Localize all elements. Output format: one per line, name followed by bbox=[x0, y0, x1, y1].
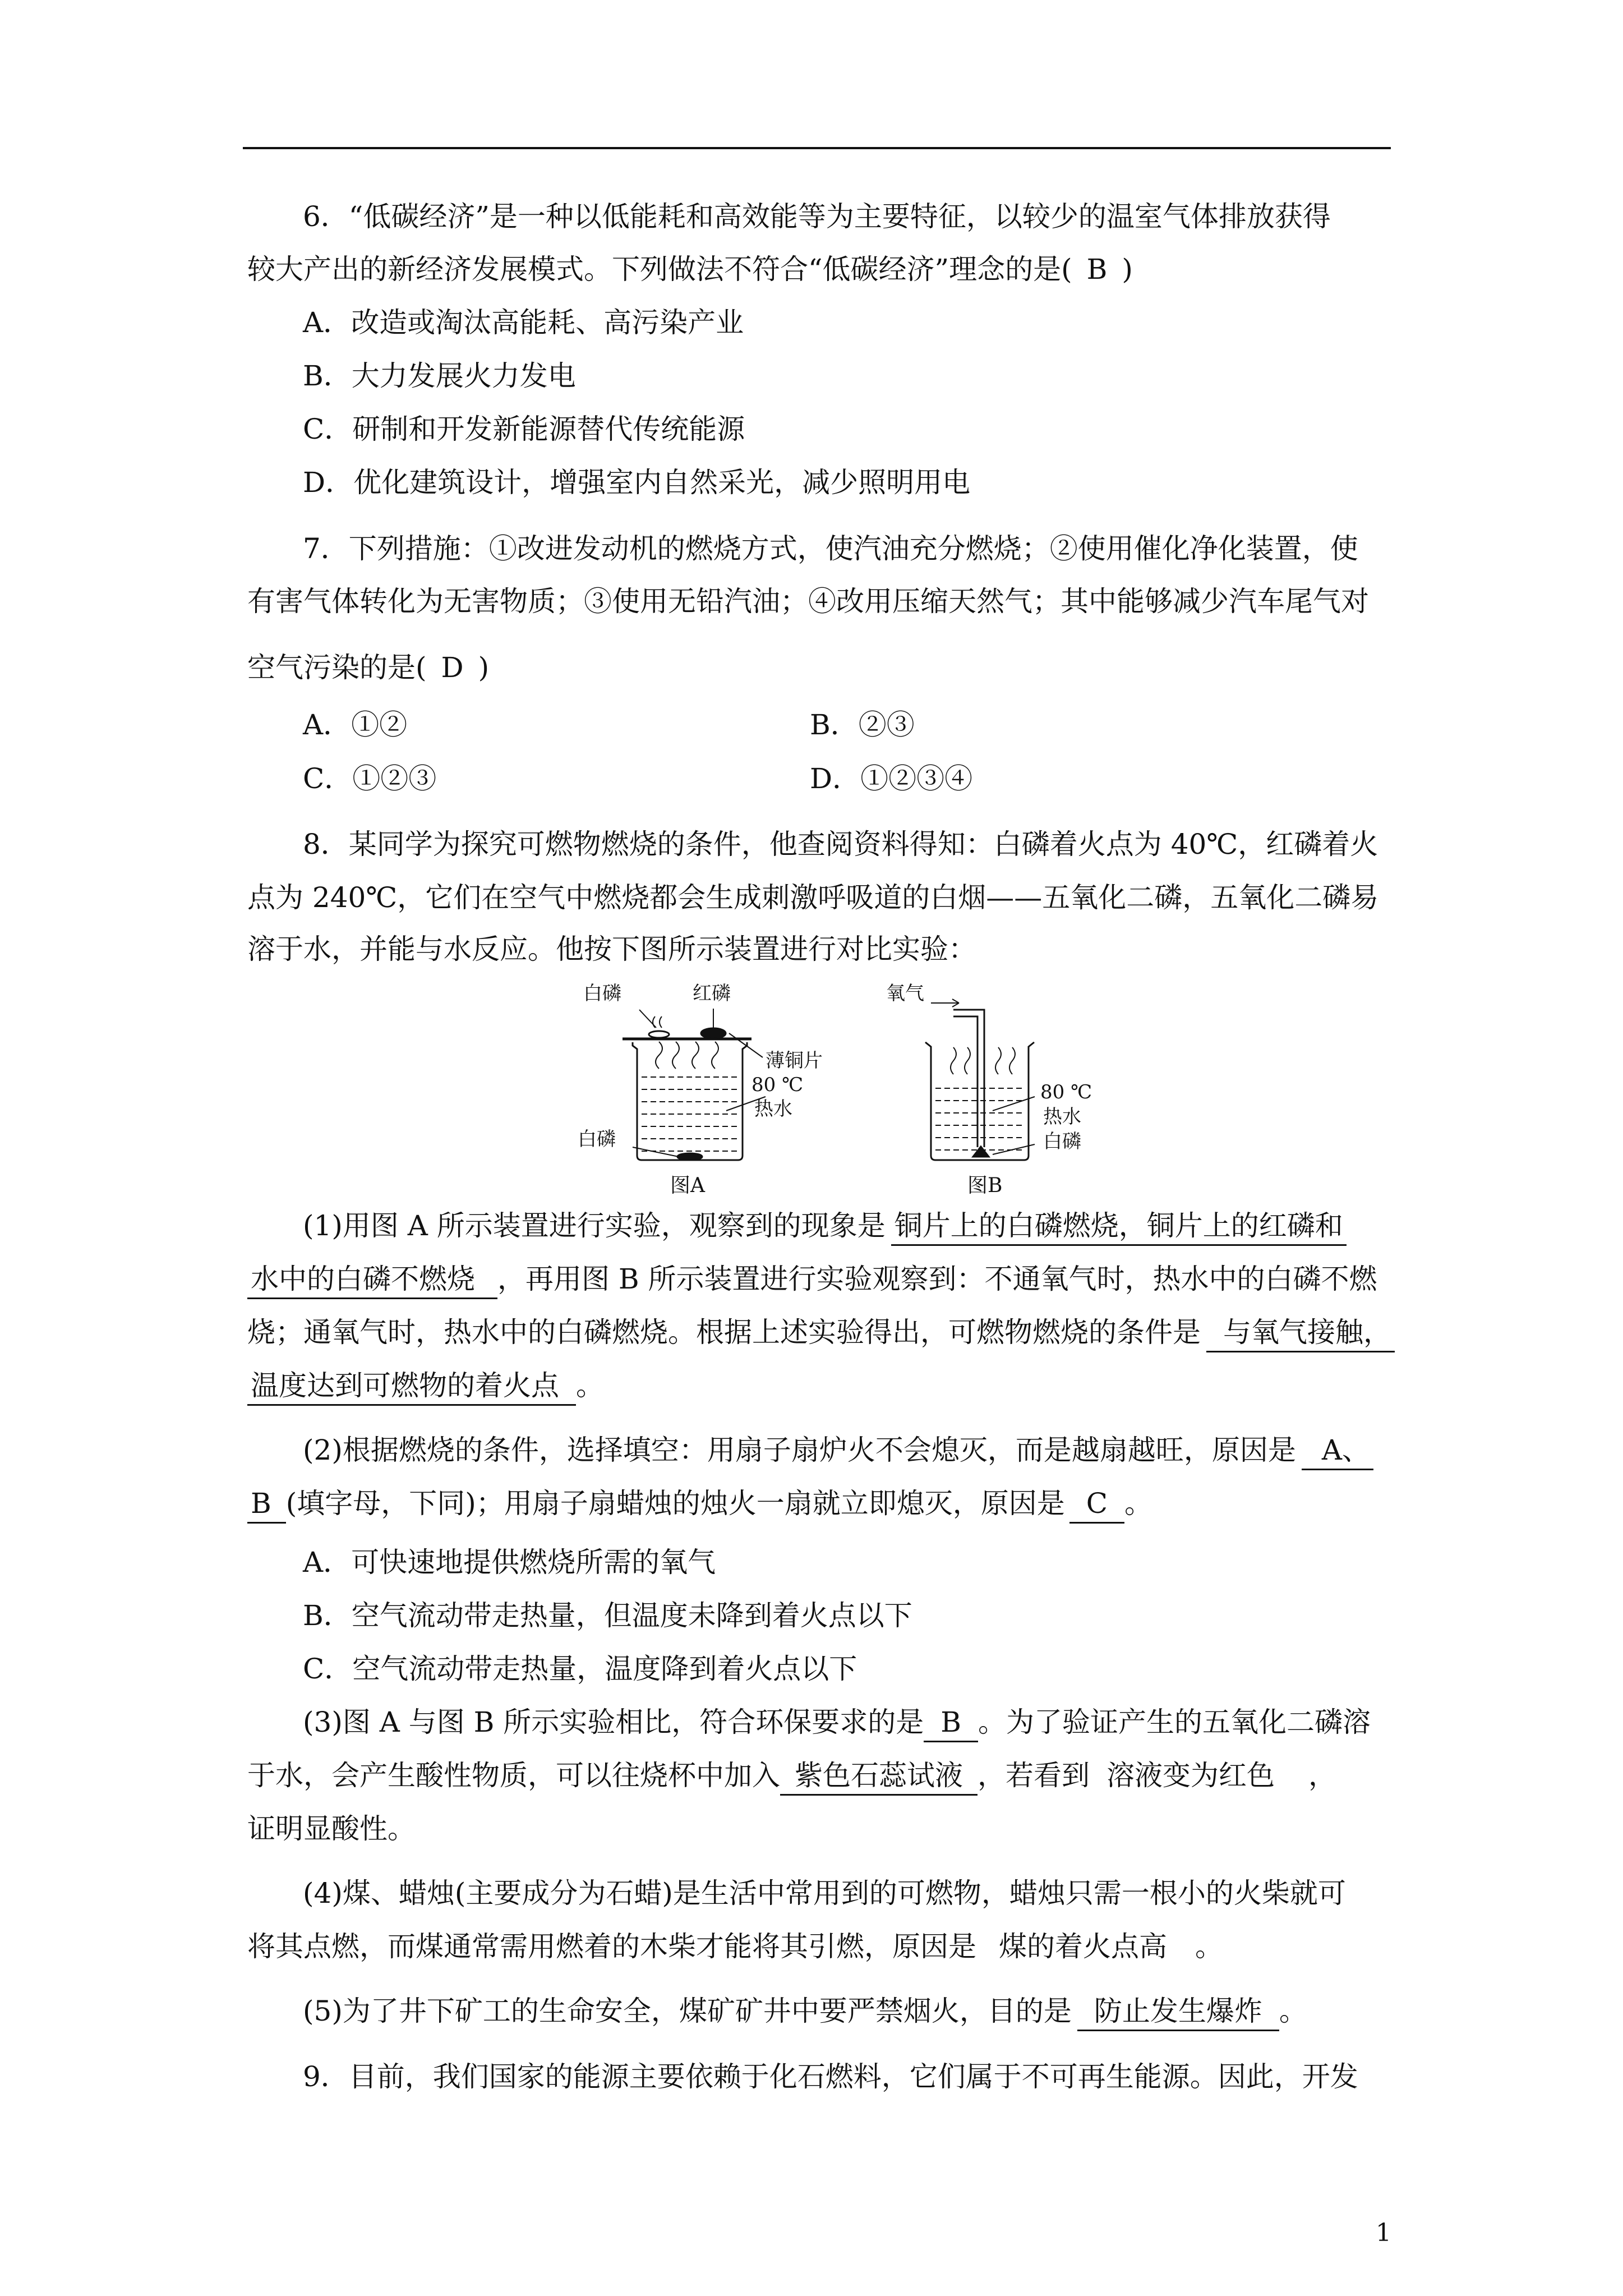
q6-stem-line2: 较大产出的新经济发展模式。下列做法不符合“低碳经济”理念的是( B ) bbox=[247, 253, 1133, 286]
q6-option-c: C．研制和开发新能源替代传统能源 bbox=[303, 413, 745, 445]
q7-option-b: B．②③ bbox=[810, 708, 915, 741]
q8-part2-answer2: C bbox=[1069, 1487, 1124, 1524]
label-a-temp: 80 ℃ bbox=[751, 1074, 804, 1096]
q6-option-a: A．改造或淘汰高能耗、高污染产业 bbox=[303, 306, 744, 339]
q8-part2-option-a: A．可快速地提供燃烧所需的氧气 bbox=[303, 1546, 716, 1579]
q8-part1-answer1b: 水中的白磷不燃烧 bbox=[247, 1263, 497, 1299]
q8-part2-answer1a: A、 bbox=[1302, 1434, 1373, 1470]
q6-answer: B bbox=[1086, 253, 1108, 286]
header-rule bbox=[243, 147, 1391, 149]
q7-option-d: D．①②③④ bbox=[810, 762, 973, 795]
q6-option-b: B．大力发展火力发电 bbox=[303, 360, 576, 392]
q6-option-d: D．优化建筑设计，增强室内自然采光，减少照明用电 bbox=[303, 466, 971, 499]
label-b-temp: 80 ℃ bbox=[1040, 1081, 1092, 1103]
q8-part3-answer1: B bbox=[924, 1706, 978, 1742]
q7-stem-line2: 有害气体转化为无害物质；③使用无铅汽油；④改用压缩天然气；其中能够减少汽车尾气对 bbox=[247, 585, 1369, 618]
q8-part4-answer: 煤的着火点高 bbox=[999, 1930, 1167, 1963]
q8-part5-answer: 防止发生爆炸 bbox=[1077, 1995, 1279, 2031]
q8-part1-line3: 烧；通氧气时，热水中的白磷燃烧。根据上述实验得出，可燃物燃烧的条件是 与氧气接触， bbox=[247, 1315, 1395, 1349]
figure-b bbox=[925, 999, 1035, 1160]
label-a-red-phosphorus: 红磷 bbox=[693, 982, 731, 1005]
label-a-white-phosphorus-top: 白磷 bbox=[583, 982, 621, 1005]
label-b-water: 热水 bbox=[1043, 1106, 1081, 1128]
label-b-oxygen: 氧气 bbox=[886, 982, 924, 1005]
q8-part3-answer3: 溶液变为红色 bbox=[1106, 1759, 1275, 1792]
label-a-copper: 薄铜片 bbox=[766, 1050, 823, 1072]
water-a bbox=[642, 1077, 738, 1151]
q8-stem-line2: 点为 240℃，它们在空气中燃烧都会生成刺激呼吸道的白烟——五氧化二磷，五氧化二磷易 bbox=[247, 881, 1379, 914]
q7-stem-line3: 空气污染的是( D ) bbox=[247, 651, 490, 684]
q8-stem-line3: 溶于水，并能与水反应。他按下图所示装置进行对比实验： bbox=[247, 933, 976, 965]
q8-part2-option-c: C．空气流动带走热量，温度降到着火点以下 bbox=[303, 1653, 857, 1685]
q8-part5-line1: (5)为了井下矿工的生命安全，煤矿矿井中要严禁烟火，目的是 防止发生爆炸 。 bbox=[303, 1994, 1307, 2028]
q8-stem-line1: 8．某同学为探究可燃物燃烧的条件，他查阅资料得知：白磷着火点为 40℃，红磷着火 bbox=[303, 828, 1378, 861]
q7-answer: D bbox=[441, 651, 464, 684]
q9-stem-line1: 9．目前，我们国家的能源主要依赖于化石燃料，它们属于不可再生能源。因此，开发 bbox=[303, 2060, 1358, 2093]
label-a-water: 热水 bbox=[754, 1098, 792, 1120]
q8-part4-line2: 将其点燃，而煤通常需用燃着的木柴才能将其引燃，原因是 煤的着火点高 。 bbox=[247, 1930, 1223, 1963]
q8-part1-answer2b: 温度达到可燃物的着火点 bbox=[247, 1369, 576, 1406]
q8-part2-answer1b: B bbox=[247, 1487, 286, 1524]
q8-part2-line2: B (填字母，下同)；用扇子扇蜡烛的烛火一扇就立即熄灭，原因是 C 。 bbox=[247, 1487, 1152, 1520]
q8-part3-line2: 于水，会产生酸性物质，可以往烧杯中加入 紫色石蕊试液 ，若看到 溶液变为红色 ， bbox=[247, 1759, 1336, 1792]
label-b-white-phosphorus: 白磷 bbox=[1043, 1130, 1081, 1153]
q8-part2-line1: (2)根据燃烧的条件，选择填空：用扇子扇炉火不会熄灭，而是越扇越旺，原因是 A、 bbox=[303, 1433, 1373, 1467]
q8-part1-answer1a: 铜片上的白磷燃烧，铜片上的红磷和 bbox=[891, 1209, 1347, 1246]
figure-a bbox=[623, 1009, 766, 1160]
q7-stem-line1: 7．下列措施：①改进发动机的燃烧方式，使汽油充分燃烧；②使用催化净化装置，使 bbox=[303, 532, 1358, 565]
q8-part4-line1: (4)煤、蜡烛(主要成分为石蜡)是生活中常用到的可燃物，蜡烛只需一根小的火柴就可 bbox=[303, 1877, 1346, 1910]
q8-part1-line2: 水中的白磷不燃烧 ，再用图 B 所示装置进行实验观察到：不通氧气时，热水中的白磷不燃 bbox=[247, 1262, 1377, 1296]
experiment-figure bbox=[566, 976, 1144, 1200]
label-a-white-phosphorus-bottom: 白磷 bbox=[578, 1128, 616, 1151]
caption-a: 图A bbox=[670, 1174, 705, 1197]
q7-option-c: C．①②③ bbox=[303, 762, 437, 795]
q8-part3-line1: (3)图 A 与图 B 所示实验相比，符合环保要求的是 B 。为了验证产生的五氧化二磷溶 bbox=[303, 1705, 1371, 1739]
q8-part3-line3: 证明显酸性。 bbox=[247, 1812, 416, 1845]
q7-option-a: A．①② bbox=[303, 708, 408, 741]
q8-part3-answer2: 紫色石蕊试液 bbox=[780, 1759, 978, 1796]
q8-part1-line1: (1)用图 A 所示装置进行实验，观察到的现象是 铜片上的白磷燃烧，铜片上的红磷和 bbox=[303, 1209, 1347, 1243]
q8-part1-answer2a: 与氧气接触， bbox=[1206, 1316, 1395, 1352]
caption-b: 图B bbox=[967, 1174, 1003, 1197]
q8-part2-option-b: B．空气流动带走热量，但温度未降到着火点以下 bbox=[303, 1599, 912, 1632]
q8-part1-line4: 温度达到可燃物的着火点 。 bbox=[247, 1369, 604, 1402]
page-number: 1 bbox=[1376, 2219, 1391, 2247]
water-b bbox=[935, 1088, 1024, 1150]
q6-stem-line1: 6．“低碳经济”是一种以低能耗和高效能等为主要特征，以较少的温室气体排放获得 bbox=[303, 200, 1331, 233]
